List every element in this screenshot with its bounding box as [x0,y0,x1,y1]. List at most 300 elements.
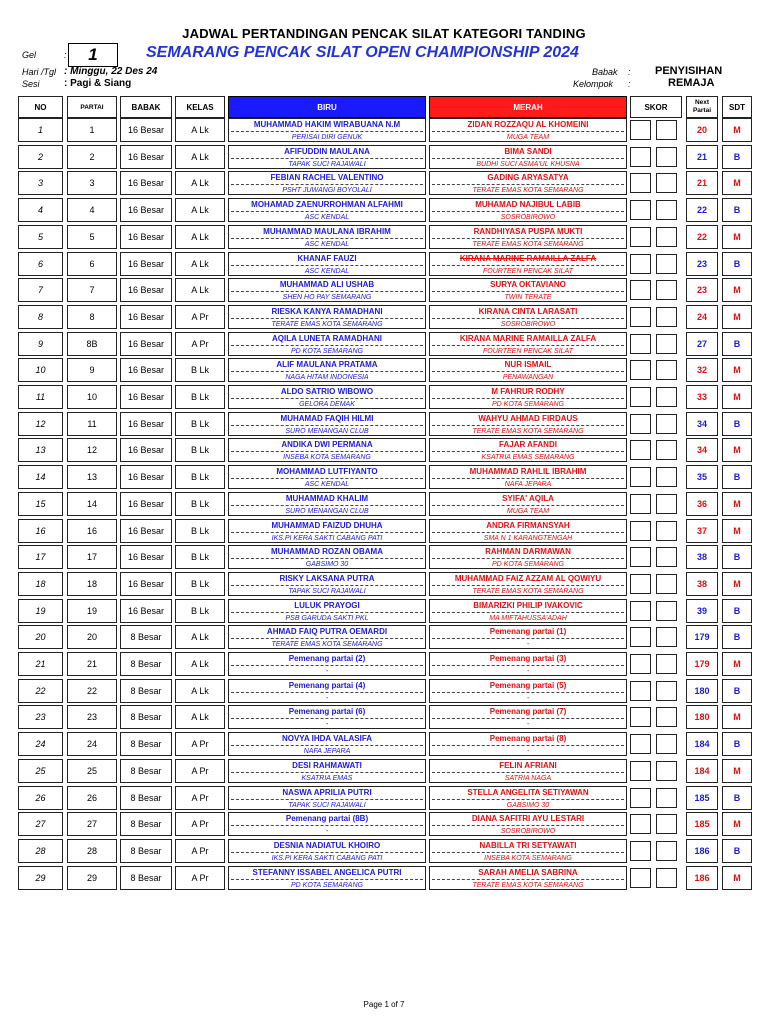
row-no: 12 [18,412,63,436]
skor-merah-box [656,173,677,193]
row-kelas: A Lk [175,252,225,276]
row-kelas: B Lk [175,545,225,569]
merah-competitor [429,839,627,863]
row-no: 13 [18,438,63,462]
next-partai: 180 [686,679,718,703]
row-babak: 8 Besar [120,679,172,703]
next-partai: 38 [686,545,718,569]
biru-competitor [228,812,426,836]
skor-merah-box [656,334,677,354]
skor-merah-box [656,307,677,327]
skor-biru-box [630,841,651,861]
row-kelas: A Lk [175,652,225,676]
sdt-corner: M [722,572,752,596]
row-babak: 16 Besar [120,145,172,169]
skor-merah-box [656,440,677,460]
skor-cell [630,786,682,810]
table-row [18,358,754,382]
skor-cell [630,732,682,756]
table-row [18,385,754,409]
skor-merah-box [656,734,677,754]
skor-merah-box [656,574,677,594]
hari-label: Hari /Tgl [22,67,57,77]
sdt-corner: M [722,519,752,543]
row-partai: 26 [67,786,117,810]
merah-competitor [429,225,627,249]
sdt-corner: B [722,599,752,623]
sdt-corner: B [722,786,752,810]
skor-merah-box [656,200,677,220]
merah-name: MUHAMAD NAJIBUL LABIB [432,199,624,212]
biru-club: ASC KENDAL [304,240,350,248]
merah-competitor [429,732,627,756]
row-partai: 8 [67,305,117,329]
row-babak: 16 Besar [120,252,172,276]
biru-name: MUHAMMAD ROZAN OBAMA [231,546,423,559]
row-babak: 16 Besar [120,225,172,249]
row-babak: 8 Besar [120,866,172,890]
skor-merah-box [656,387,677,407]
kelompok-label: Kelompok [573,79,614,89]
biru-club: IKS.PI KERA SAKTI CABANG PATI [271,534,383,542]
skor-biru-box [630,440,651,460]
next-partai: 179 [686,652,718,676]
sdt-corner: B [722,145,752,169]
row-partai: 5 [67,225,117,249]
row-no: 4 [18,198,63,222]
row-kelas: B Lk [175,572,225,596]
biru-competitor [228,652,426,676]
merah-club: - [526,721,530,729]
skor-biru-box [630,280,651,300]
skor-biru-box [630,494,651,514]
row-partai: 4 [67,198,117,222]
next-partai: 184 [686,732,718,756]
col-sdt: SDT [722,96,752,118]
skor-merah-box [656,841,677,861]
row-no: 22 [18,679,63,703]
next-partai: 22 [686,198,718,222]
skor-cell [630,358,682,382]
biru-name: MUHAMMAD ALI USHAB [231,279,423,292]
row-no: 17 [18,545,63,569]
next-partai: 21 [686,171,718,195]
col-babak: BABAK [120,96,172,118]
row-no: 20 [18,625,63,649]
biru-club: IKS.PI KERA SAKTI CABANG PATI [271,854,383,862]
row-partai: 27 [67,812,117,836]
row-partai: 17 [67,545,117,569]
row-babak: 8 Besar [120,705,172,729]
merah-name: STELLA ANGELITA SETIYAWAN [432,787,624,800]
merah-club: - [526,668,530,675]
merah-club: SMA N 1 KARANGTENGAH [483,534,573,542]
row-kelas: B Lk [175,385,225,409]
col-biru: BIRU [228,96,426,118]
table-row [18,252,754,276]
merah-competitor [429,358,627,382]
biru-competitor [228,866,426,890]
col-partai: PARTAI [67,96,117,118]
gel-colon: : [64,50,67,60]
skor-cell [630,198,682,222]
merah-name: NABILLA TRI SETYAWATI [432,840,624,853]
biru-competitor [228,705,426,729]
merah-competitor [429,652,627,676]
skor-cell [630,839,682,863]
row-babak: 16 Besar [120,118,172,142]
merah-club: SOSROBIROWO [500,214,556,222]
merah-competitor [429,866,627,890]
skor-biru-box [630,574,651,594]
biru-club: GABSIMO 30 [305,561,349,569]
next-partai: 37 [686,519,718,543]
next-partai: 23 [686,252,718,276]
sdt-corner: M [722,492,752,516]
merah-name: KIRANA CINTA LARASATI [432,306,624,319]
merah-club: MUGA TEAM [506,134,550,141]
row-babak: 8 Besar [120,652,172,676]
merah-competitor [429,332,627,356]
sdt-corner: M [722,705,752,729]
biru-name: MUHAMMAD HAKIM WIRABUANA N.M [231,119,423,132]
row-no: 27 [18,812,63,836]
biru-competitor [228,839,426,863]
skor-cell [630,118,682,142]
merah-name: RAHMAN DARMAWAN [432,546,624,559]
skor-merah-box [656,681,677,701]
col-kelas: KELAS [175,96,225,118]
row-kelas: B Lk [175,519,225,543]
skor-merah-box [656,814,677,834]
skor-cell [630,625,682,649]
merah-name: NUR ISMAIL [432,359,624,372]
merah-club: GABSIMO 30 [506,801,550,809]
merah-competitor [429,705,627,729]
biru-club: NAGA HITAM INDONESIA [285,374,369,382]
skor-biru-box [630,707,651,727]
merah-club: SATRIA NAGA [504,774,552,782]
merah-club: TERATE EMAS KOTA SEMARANG [472,240,584,248]
table-row [18,171,754,195]
row-kelas: B Lk [175,412,225,436]
skor-biru-box [630,547,651,567]
merah-club: KSATRIA EMAS SEMARANG [481,454,575,462]
championship-title: SEMARANG PENCAK SILAT OPEN CHAMPIONSHIP 2024 [146,44,579,61]
skor-cell [630,252,682,276]
row-partai: 2 [67,145,117,169]
biru-name: MOHAMAD ZAENURROHMAN ALFAHMI [231,199,423,212]
table-row [18,572,754,596]
biru-name: MUHAMMAD MAULANA IBRAHIM [231,226,423,239]
skor-merah-box [656,707,677,727]
table-row [18,866,754,890]
gel-value: 1 [68,43,118,67]
biru-name: AHMAD FAIQ PUTRA OEMARDI [231,626,423,639]
sdt-corner: M [722,866,752,890]
row-babak: 16 Besar [120,305,172,329]
skor-biru-box [630,414,651,434]
row-babak: 16 Besar [120,358,172,382]
row-no: 19 [18,599,63,623]
babak-label: Babak [592,67,618,77]
table-row [18,599,754,623]
biru-club: TERATE EMAS KOTA SEMARANG [271,641,383,649]
skor-cell [630,519,682,543]
hari-value: : Minggu, 22 Des 24 [64,66,158,77]
row-partai: 21 [67,652,117,676]
merah-name: ANDRA FIRMANSYAH [432,520,624,533]
row-kelas: A Pr [175,786,225,810]
merah-competitor [429,492,627,516]
sdt-corner: B [722,679,752,703]
row-babak: 8 Besar [120,625,172,649]
biru-competitor [228,198,426,222]
merah-competitor [429,679,627,703]
biru-club: SURO MENANGAN CLUB [285,427,369,435]
biru-club: TAPAK SUCI RAJAWALI [288,801,366,809]
skor-biru-box [630,467,651,487]
row-partai: 6 [67,252,117,276]
biru-competitor [228,225,426,249]
row-partai: 3 [67,171,117,195]
merah-competitor [429,145,627,169]
biru-club: PSHT JUWANGI BOYOLALI [282,187,372,195]
merah-club: MUGA TEAM [506,507,550,515]
row-partai: 25 [67,759,117,783]
biru-club: - [325,828,329,836]
row-no: 3 [18,171,63,195]
table-row [18,732,754,756]
row-kelas: A Pr [175,732,225,756]
biru-name: MUHAMMAD KHALIM [231,493,423,506]
skor-cell [630,705,682,729]
row-kelas: B Lk [175,492,225,516]
merah-competitor [429,465,627,489]
next-partai: 34 [686,438,718,462]
biru-competitor [228,625,426,649]
biru-competitor [228,118,426,142]
skor-cell [630,465,682,489]
next-partai: 21 [686,145,718,169]
skor-cell [630,545,682,569]
table-row [18,652,754,676]
row-partai: 20 [67,625,117,649]
skor-merah-box [656,547,677,567]
skor-cell [630,572,682,596]
skor-merah-box [656,521,677,541]
sdt-corner: M [722,385,752,409]
biru-club: NAFA JEPARA [303,748,351,756]
skor-biru-box [630,681,651,701]
next-partai: 185 [686,812,718,836]
table-row [18,225,754,249]
sdt-corner: B [722,198,752,222]
merah-club: SOSROBIROWO [500,828,556,836]
row-kelas: A Lk [175,225,225,249]
sesi-value: : Pagi & Siang [64,78,132,89]
row-partai: 11 [67,412,117,436]
page-footer: Page 1 of 7 [363,1000,405,1009]
biru-competitor [228,438,426,462]
biru-name: MUHAMAD FAQIH HILMI [231,413,423,426]
skor-cell [630,438,682,462]
skor-merah-box [656,254,677,274]
kelompok-colon: : [628,79,631,89]
row-babak: 16 Besar [120,438,172,462]
biru-competitor [228,465,426,489]
merah-name: KIRANA MARINE RAMAILLA ZALFA [432,333,624,346]
row-kelas: A Lk [175,198,225,222]
skor-cell [630,759,682,783]
merah-competitor [429,759,627,783]
merah-competitor [429,438,627,462]
skor-biru-box [630,868,651,888]
row-babak: 16 Besar [120,385,172,409]
row-no: 14 [18,465,63,489]
merah-club: NAFA JEPARA [504,481,552,489]
skor-cell [630,492,682,516]
skor-biru-box [630,173,651,193]
sdt-corner: M [722,812,752,836]
row-partai: 18 [67,572,117,596]
next-partai: 27 [686,332,718,356]
skor-biru-box [630,387,651,407]
next-partai: 22 [686,225,718,249]
next-partai: 24 [686,305,718,329]
skor-merah-box [656,868,677,888]
table-row [18,438,754,462]
next-partai: 184 [686,759,718,783]
biru-name: RIESKA KANYA RAMADHANI [231,306,423,319]
sdt-corner: B [722,839,752,863]
table-header [18,96,754,118]
merah-name: Pemenang partai (1) [432,626,624,639]
skor-cell [630,599,682,623]
biru-club: ASC KENDAL [304,214,350,222]
biru-competitor [228,145,426,169]
row-kelas: B Lk [175,599,225,623]
table-row [18,465,754,489]
skor-biru-box [630,521,651,541]
biru-name: NASWA APRILIA PUTRI [231,787,423,800]
row-partai: 23 [67,705,117,729]
skor-merah-box [656,147,677,167]
sdt-corner: M [722,118,752,142]
merah-competitor [429,305,627,329]
merah-competitor [429,385,627,409]
biru-name: ALDO SATRIO WIBOWO [231,386,423,399]
biru-club: PSB GARUDA SAKTI PKL [285,614,369,622]
biru-competitor [228,572,426,596]
row-no: 15 [18,492,63,516]
skor-cell [630,412,682,436]
next-partai: 186 [686,866,718,890]
skor-merah-box [656,360,677,380]
merah-name: RANDHIYASA PUSPA MUKTI [432,226,624,239]
next-partai: 20 [686,118,718,142]
row-babak: 16 Besar [120,572,172,596]
row-no: 9 [18,332,63,356]
row-kelas: A Lk [175,278,225,302]
sdt-corner: M [722,759,752,783]
skor-merah-box [656,654,677,674]
merah-club: TERATE EMAS KOTA SEMARANG [472,427,584,435]
col-skor: SKOR [630,96,682,118]
row-kelas: A Pr [175,332,225,356]
row-babak: 16 Besar [120,465,172,489]
col-merah: MERAH [429,96,627,118]
merah-club: BUDHI SUCI ASMA'UL KHUSNA [476,160,580,168]
row-no: 16 [18,519,63,543]
merah-competitor [429,625,627,649]
sdt-corner: M [722,438,752,462]
next-partai: 23 [686,278,718,302]
biru-name: RISKY LAKSANA PUTRA [231,573,423,586]
row-babak: 16 Besar [120,519,172,543]
row-babak: 16 Besar [120,412,172,436]
table-row [18,412,754,436]
babak-colon: : [628,67,631,77]
skor-biru-box [630,254,651,274]
merah-club: TERATE EMAS KOTA SEMARANG [472,881,584,889]
sdt-corner: B [722,625,752,649]
row-kelas: A Lk [175,145,225,169]
next-partai: 180 [686,705,718,729]
row-kelas: B Lk [175,438,225,462]
row-no: 11 [18,385,63,409]
table-row [18,839,754,863]
biru-club: PD KOTA SEMARANG [291,881,363,889]
merah-club: - [526,748,530,756]
biru-competitor [228,358,426,382]
biru-competitor [228,252,426,276]
merah-name: SURYA OKTAVIANO [432,279,624,292]
row-no: 1 [18,118,63,142]
table-row [18,278,754,302]
skor-biru-box [630,227,651,247]
row-no: 18 [18,572,63,596]
row-kelas: A Pr [175,759,225,783]
table-row [18,679,754,703]
merah-club: TERATE EMAS KOTA SEMARANG [472,187,584,195]
next-partai: 32 [686,358,718,382]
table-row [18,492,754,516]
merah-name: MUHAMMAD FAIZ AZZAM AL QOWIYU [432,573,624,586]
merah-club: TERATE EMAS KOTA SEMARANG [472,587,584,595]
merah-name: BIMARIZKI PHILIP IVAKOVIC [432,600,624,613]
biru-competitor [228,171,426,195]
merah-club: - [526,641,530,649]
biru-club: TAPAK SUCI RAJAWALI [288,587,366,595]
merah-competitor [429,412,627,436]
row-partai: 14 [67,492,117,516]
skor-biru-box [630,601,651,621]
skor-cell [630,679,682,703]
merah-name: ZIDAN ROZZAQU AL KHOMEINI [432,119,624,132]
table-row [18,145,754,169]
table-row [18,545,754,569]
biru-name: STEFANNY ISSABEL ANGELICA PUTRI [231,867,423,880]
next-partai: 35 [686,465,718,489]
row-partai: 10 [67,385,117,409]
biru-club: TERATE EMAS KOTA SEMARANG [271,320,383,328]
biru-name: DESI RAHMAWATI [231,760,423,773]
row-babak: 8 Besar [120,732,172,756]
row-babak: 8 Besar [120,839,172,863]
merah-name: Pemenang partai (8) [432,733,624,746]
skor-biru-box [630,120,651,140]
